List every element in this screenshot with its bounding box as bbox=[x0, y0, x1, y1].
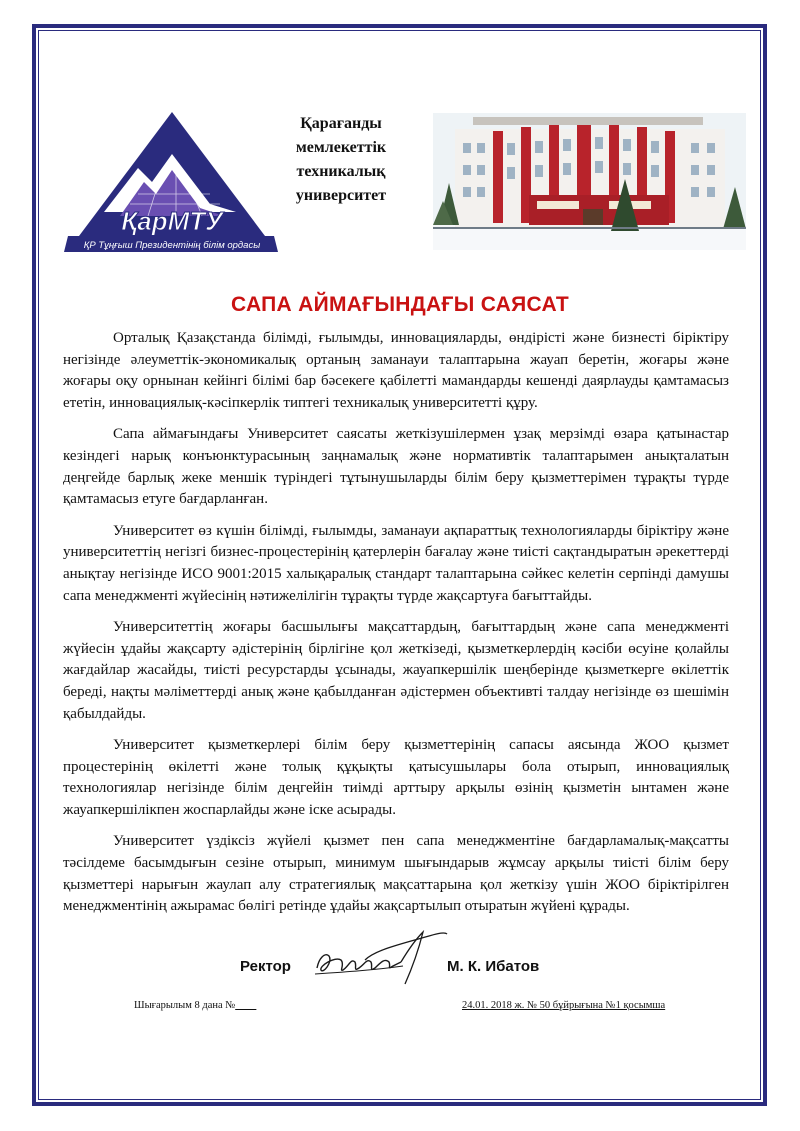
logo-tagline: ҚР Тұңғыш Президентінің білім ордасы bbox=[83, 240, 261, 251]
university-name-line: университет bbox=[295, 187, 387, 204]
policy-paragraph: Орталық Қазақстанда білімді, ғылымды, инновацияларды, өндірісті және бизнесті біріктіру негізінде әлеуметтік-экономикалық ортаның заманауи талаптарына жауап беретін, жоғары және жоғары оқу орнынан кейінгі білімі бар бәсекеге қабілетті мамандарды кешенді даярлауды қамтамасыз ететін, инновациялық-кәсіпкерлік типтегі техникалық университетті құру. bbox=[63, 330, 729, 411]
signatory-name: М. К. Ибатов bbox=[447, 958, 540, 975]
karmtu-logo bbox=[60, 108, 282, 258]
university-name-line: Қарағанды bbox=[300, 115, 382, 132]
handwritten-signature bbox=[305, 922, 455, 992]
document-title: САПА АЙМАҒЫНДАҒЫ САЯСАТ bbox=[231, 293, 569, 316]
logo-brand-text: ҚарМТУ bbox=[121, 206, 223, 236]
university-name-line: техникалық bbox=[296, 163, 386, 180]
order-reference: 24.01. 2018 ж. № 50 бұйрығына №1 қосымша bbox=[462, 1000, 666, 1011]
university-building-photo bbox=[433, 113, 746, 250]
copy-number-blank: ____ bbox=[235, 1000, 257, 1011]
policy-text bbox=[63, 328, 729, 928]
policy-paragraph: Университеттің жоғары басшылығы мақсаттардың, бағыттардың және сапа менеджменті жүйесін ұдайы жақсарту әдістерінің бірлігіне қол жеткізеді, қызметкерлердің кәсіби өсуіне қолайлы жағдайлар жасайды, тиісті ресурстарды ұсынады, жауапкершілік шеңберінде қызметкерге өкілеттік береді, нақты мәліметтерді анық және қабылданған әдістермен объективті талдау негізінде өз шешімін қабылдайды. bbox=[63, 619, 729, 722]
copy-count bbox=[134, 1000, 256, 1011]
policy-paragraph: Университет қызметкерлері білім беру қызметтерінің сапасы аясында ЖОО қызмет процестерінің өкілетті және толық құқықты қатысушылары бола отырып, инновациялық технологиялар негізінде білім деңгейін тиімді арттыру арқылы өзінің қызметін ынтамен және жауапкершілікпен жоспарлайды және іске асырады. bbox=[63, 737, 729, 818]
policy-paragraph: Университет өз күшін білімді, ғылымды, заманауи ақпараттық технологияларды біріктіру және университеттің негізгі бизнес-процестерінің қатерлерін бағалау және тиісті сақтандыратын әрекеттерді анықтау негізінде ИСО 9001:2015 халықаралық стандарт талаптарына сәйкес келетін серпінді дамушы сапа менеджменті жүйесінің нәтижелілігін тұрақты түрде жақсартуға бағыттайды. bbox=[63, 522, 729, 604]
copy-count-label: Шығарылым 8 дана № bbox=[134, 1000, 236, 1011]
policy-paragraph: Сапа аймағындағы Университет саясаты жеткізушілермен ұзақ мерзімді өзара қатынастар кезіндегі нарық конъюнктурасының заңнамалық және нормативтік талаптарымен анықталатын деңгейде барлық жеке меншік түріндегі тұтынушыларды білім беру қызметтерімен тұрақты түрде қамтамасыз етуге бағдарланған. bbox=[63, 426, 729, 508]
university-name bbox=[282, 112, 400, 208]
university-name-line: мемлекеттік bbox=[295, 139, 387, 156]
policy-paragraph: Университет үздіксіз жүйелі қызмет пен сапа менеджментіне бағдарламалық-мақсатты тәсілдеме басымдығын сезіне отырып, минимум шығындарыв жұмсау арқылы тиісті білім беру қызметтері нарығын жаулап алу стратегиялық мақсаттарына қол жеткізу үшін ЖОО біріктірілген менеджментінің ажырамас бөлігі ретінде ұдайы жақсартылып отыратын жүйені құрады. bbox=[63, 833, 729, 915]
signatory-role: Ректор bbox=[240, 958, 291, 975]
